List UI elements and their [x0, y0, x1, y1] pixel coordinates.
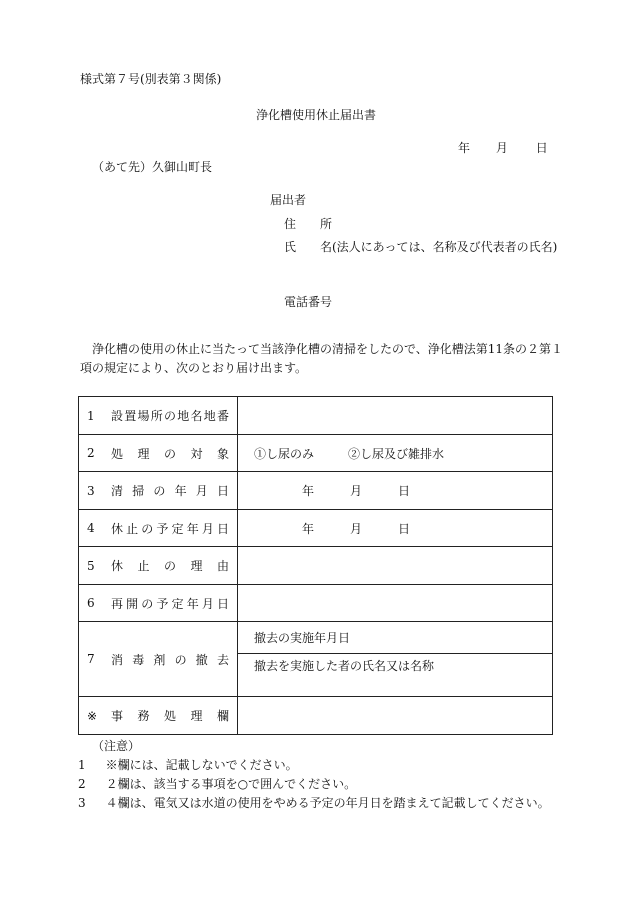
removal-date-subrow[interactable]	[238, 622, 552, 654]
applicant-address-label: 住 所	[284, 217, 333, 231]
cleaning-date-field[interactable]	[238, 472, 553, 510]
applicant-heading: 届出者	[270, 193, 307, 207]
note-item	[78, 794, 550, 813]
row-number: 3	[87, 483, 95, 498]
date-year: 年	[302, 521, 315, 536]
row-title: 処理の対象	[111, 446, 229, 461]
location-field[interactable]	[238, 397, 553, 435]
date-day: 日	[535, 141, 548, 155]
row-number: 4	[87, 521, 95, 535]
remover-name-label: 撤去を実施した者の氏名又は名称	[254, 659, 435, 673]
table-row	[79, 510, 553, 547]
form-reference: 様式第７号(別表第３関係)	[80, 72, 222, 86]
table-row	[79, 472, 553, 510]
date-day: 日	[398, 484, 411, 498]
option-urine-only[interactable]: ①し尿のみ	[254, 446, 315, 461]
date-month: 月	[495, 141, 508, 155]
row-number: 2	[87, 446, 95, 460]
note-text: ※欄には、記載しないでください。	[105, 758, 298, 772]
document-title: 浄化槽使用休止届出書	[256, 108, 377, 122]
note-item	[78, 756, 550, 775]
date-year: 年	[458, 141, 471, 155]
date-month: 月	[350, 484, 363, 498]
row-title: 再開の予定年月日	[111, 596, 229, 611]
date-year: 年	[302, 484, 315, 498]
notification-table	[78, 396, 553, 735]
note-number: 1	[78, 758, 86, 772]
row-label	[79, 585, 238, 622]
table-row	[79, 585, 553, 622]
row-label	[79, 510, 238, 547]
applicant-name-label: 氏 名(法人にあっては、名称及び代表者の氏名)	[284, 240, 558, 254]
row-title: 事務処理欄	[111, 709, 229, 723]
note-text: ４欄は、電気又は水道の使用をやめる予定の年月日を踏まえて記載してください。	[105, 796, 550, 810]
row-label	[79, 472, 238, 510]
notes-heading: （注意）	[92, 739, 141, 753]
row-label	[79, 397, 238, 435]
remover-name-subrow[interactable]	[238, 654, 552, 696]
row-title: 休止の理由	[111, 559, 229, 573]
row-number: 6	[87, 596, 95, 610]
row-label	[79, 697, 238, 735]
treatment-target-field[interactable]	[238, 435, 553, 472]
notes-section	[80, 737, 550, 813]
body-text-line-1: 浄化槽の使用の休止に当たって当該浄化槽の清掃をしたので、浄化槽法第11条の２第１	[92, 342, 564, 356]
table-row	[79, 547, 553, 585]
removal-date-label: 撤去の実施年月日	[254, 631, 351, 645]
date-month: 月	[350, 521, 363, 536]
applicant-phone-label: 電話番号	[284, 295, 333, 309]
row-title: 休止の予定年月日	[111, 521, 229, 536]
row-title: 消毒剤の撤去	[111, 652, 229, 667]
option-urine-and-wastewater[interactable]: ②し尿及び雑排水	[348, 446, 445, 461]
note-number: 2	[78, 777, 86, 791]
disinfectant-removal-field[interactable]	[238, 622, 553, 697]
table-row	[79, 622, 553, 697]
addressee: （あて先）久御山町長	[92, 160, 213, 174]
table-row	[79, 697, 553, 735]
table-row	[79, 435, 553, 472]
body-text-line-2: 項の規定により、次のとおり届け出ます。	[80, 361, 308, 375]
planned-suspension-date-field[interactable]	[238, 510, 553, 547]
date-line	[458, 139, 548, 156]
row-label	[79, 435, 238, 472]
note-text: ２欄は、該当する事項を○で囲んでください。	[105, 777, 357, 791]
row-title: 設置場所の地名地番	[111, 409, 229, 423]
row-number: 7	[87, 652, 95, 666]
row-number: 5	[87, 558, 95, 573]
note-item	[78, 775, 550, 794]
date-day: 日	[398, 521, 411, 536]
note-number: 3	[78, 796, 86, 810]
row-title: 清掃の年月日	[111, 484, 229, 498]
row-label	[79, 547, 238, 585]
row-number: ※	[87, 708, 98, 723]
row-label	[79, 622, 238, 697]
row-number: 1	[87, 408, 95, 423]
table-row	[79, 397, 553, 435]
office-use-field	[238, 697, 553, 735]
suspension-reason-field[interactable]	[238, 547, 553, 585]
planned-resumption-date-field[interactable]	[238, 585, 553, 622]
